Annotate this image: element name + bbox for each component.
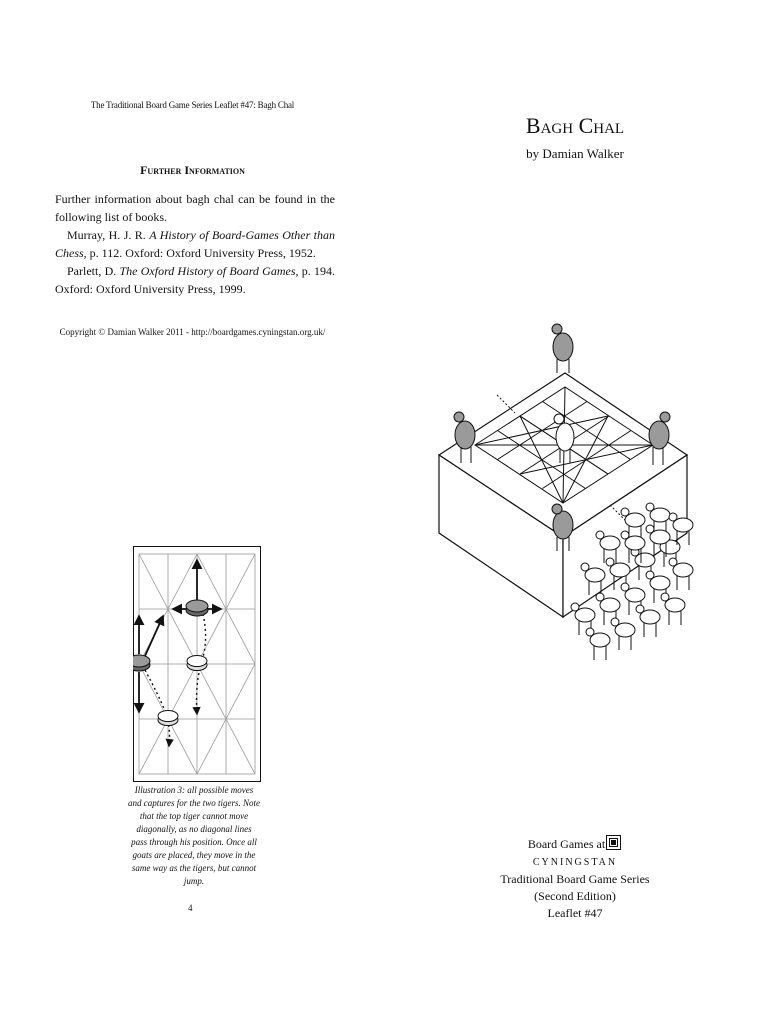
- reference-1-author: Murray, H. J. R.: [67, 228, 146, 242]
- goat: [611, 618, 635, 650]
- credits-prefix: Board Games at: [527, 837, 606, 851]
- credits-line-2: Traditional Board Game Series: [500, 872, 650, 886]
- tiger-north: [552, 324, 573, 373]
- goat: [586, 628, 610, 660]
- reference-1-title: A History of Board-Games Other than Chess: [55, 228, 335, 260]
- reference-2-details: , p. 194. Oxford: Oxford University Press, 1999.: [55, 264, 336, 296]
- move-diagram: [133, 546, 261, 782]
- reference-2-title: The Oxford History of Board Games: [119, 264, 296, 278]
- goat-middle: [187, 656, 207, 671]
- goat: [669, 558, 693, 590]
- credits-line-3: (Second Edition): [534, 889, 616, 903]
- tiger-top: [186, 600, 208, 616]
- credits-brand: CYNINGSTAN: [532, 857, 618, 868]
- goat: [661, 593, 685, 625]
- credits-line-4: Leaflet #47: [547, 906, 603, 920]
- cover-illustration: [435, 315, 700, 675]
- further-information-text: [55, 190, 335, 298]
- credits-line-1: [495, 835, 655, 871]
- cyningstan-logo-icon: [606, 835, 621, 850]
- series-header: The Traditional Board Game Series Leaflet #47: Bagh Chal: [90, 100, 295, 110]
- section-heading: Further Information: [140, 163, 245, 177]
- reference-1: [55, 226, 335, 262]
- reference-2-author: Parlett, D.: [67, 264, 117, 278]
- copyright-notice: Copyright © Damian Walker 2011 - http://boardgames.cyningstan.org.uk/: [59, 327, 326, 337]
- tiger-move-arrows: [139, 560, 221, 712]
- goat-bottom: [158, 711, 178, 726]
- reference-1-details: , p. 112. Oxford: Oxford University Press, 1952.: [83, 246, 316, 260]
- tiger-left: [133, 655, 150, 671]
- illustration-caption: Illustration 3: all possible moves and captures for the two tigers. Note that the top tiger cannot move diagonally, as no diagonal lines pass through his position. Once all goats are placed, they move in the same way as the tigers, but cannot jump.: [128, 785, 260, 886]
- page-number: 4: [188, 903, 193, 913]
- author-byline: by Damian Walker: [526, 146, 624, 161]
- page-title: Bagh Chal: [525, 113, 625, 138]
- publisher-credits: [495, 835, 655, 922]
- intro-paragraph: Further information about bagh chal can be found in the following list of books.: [55, 192, 335, 224]
- goat: [636, 605, 660, 637]
- reference-2: [55, 262, 335, 298]
